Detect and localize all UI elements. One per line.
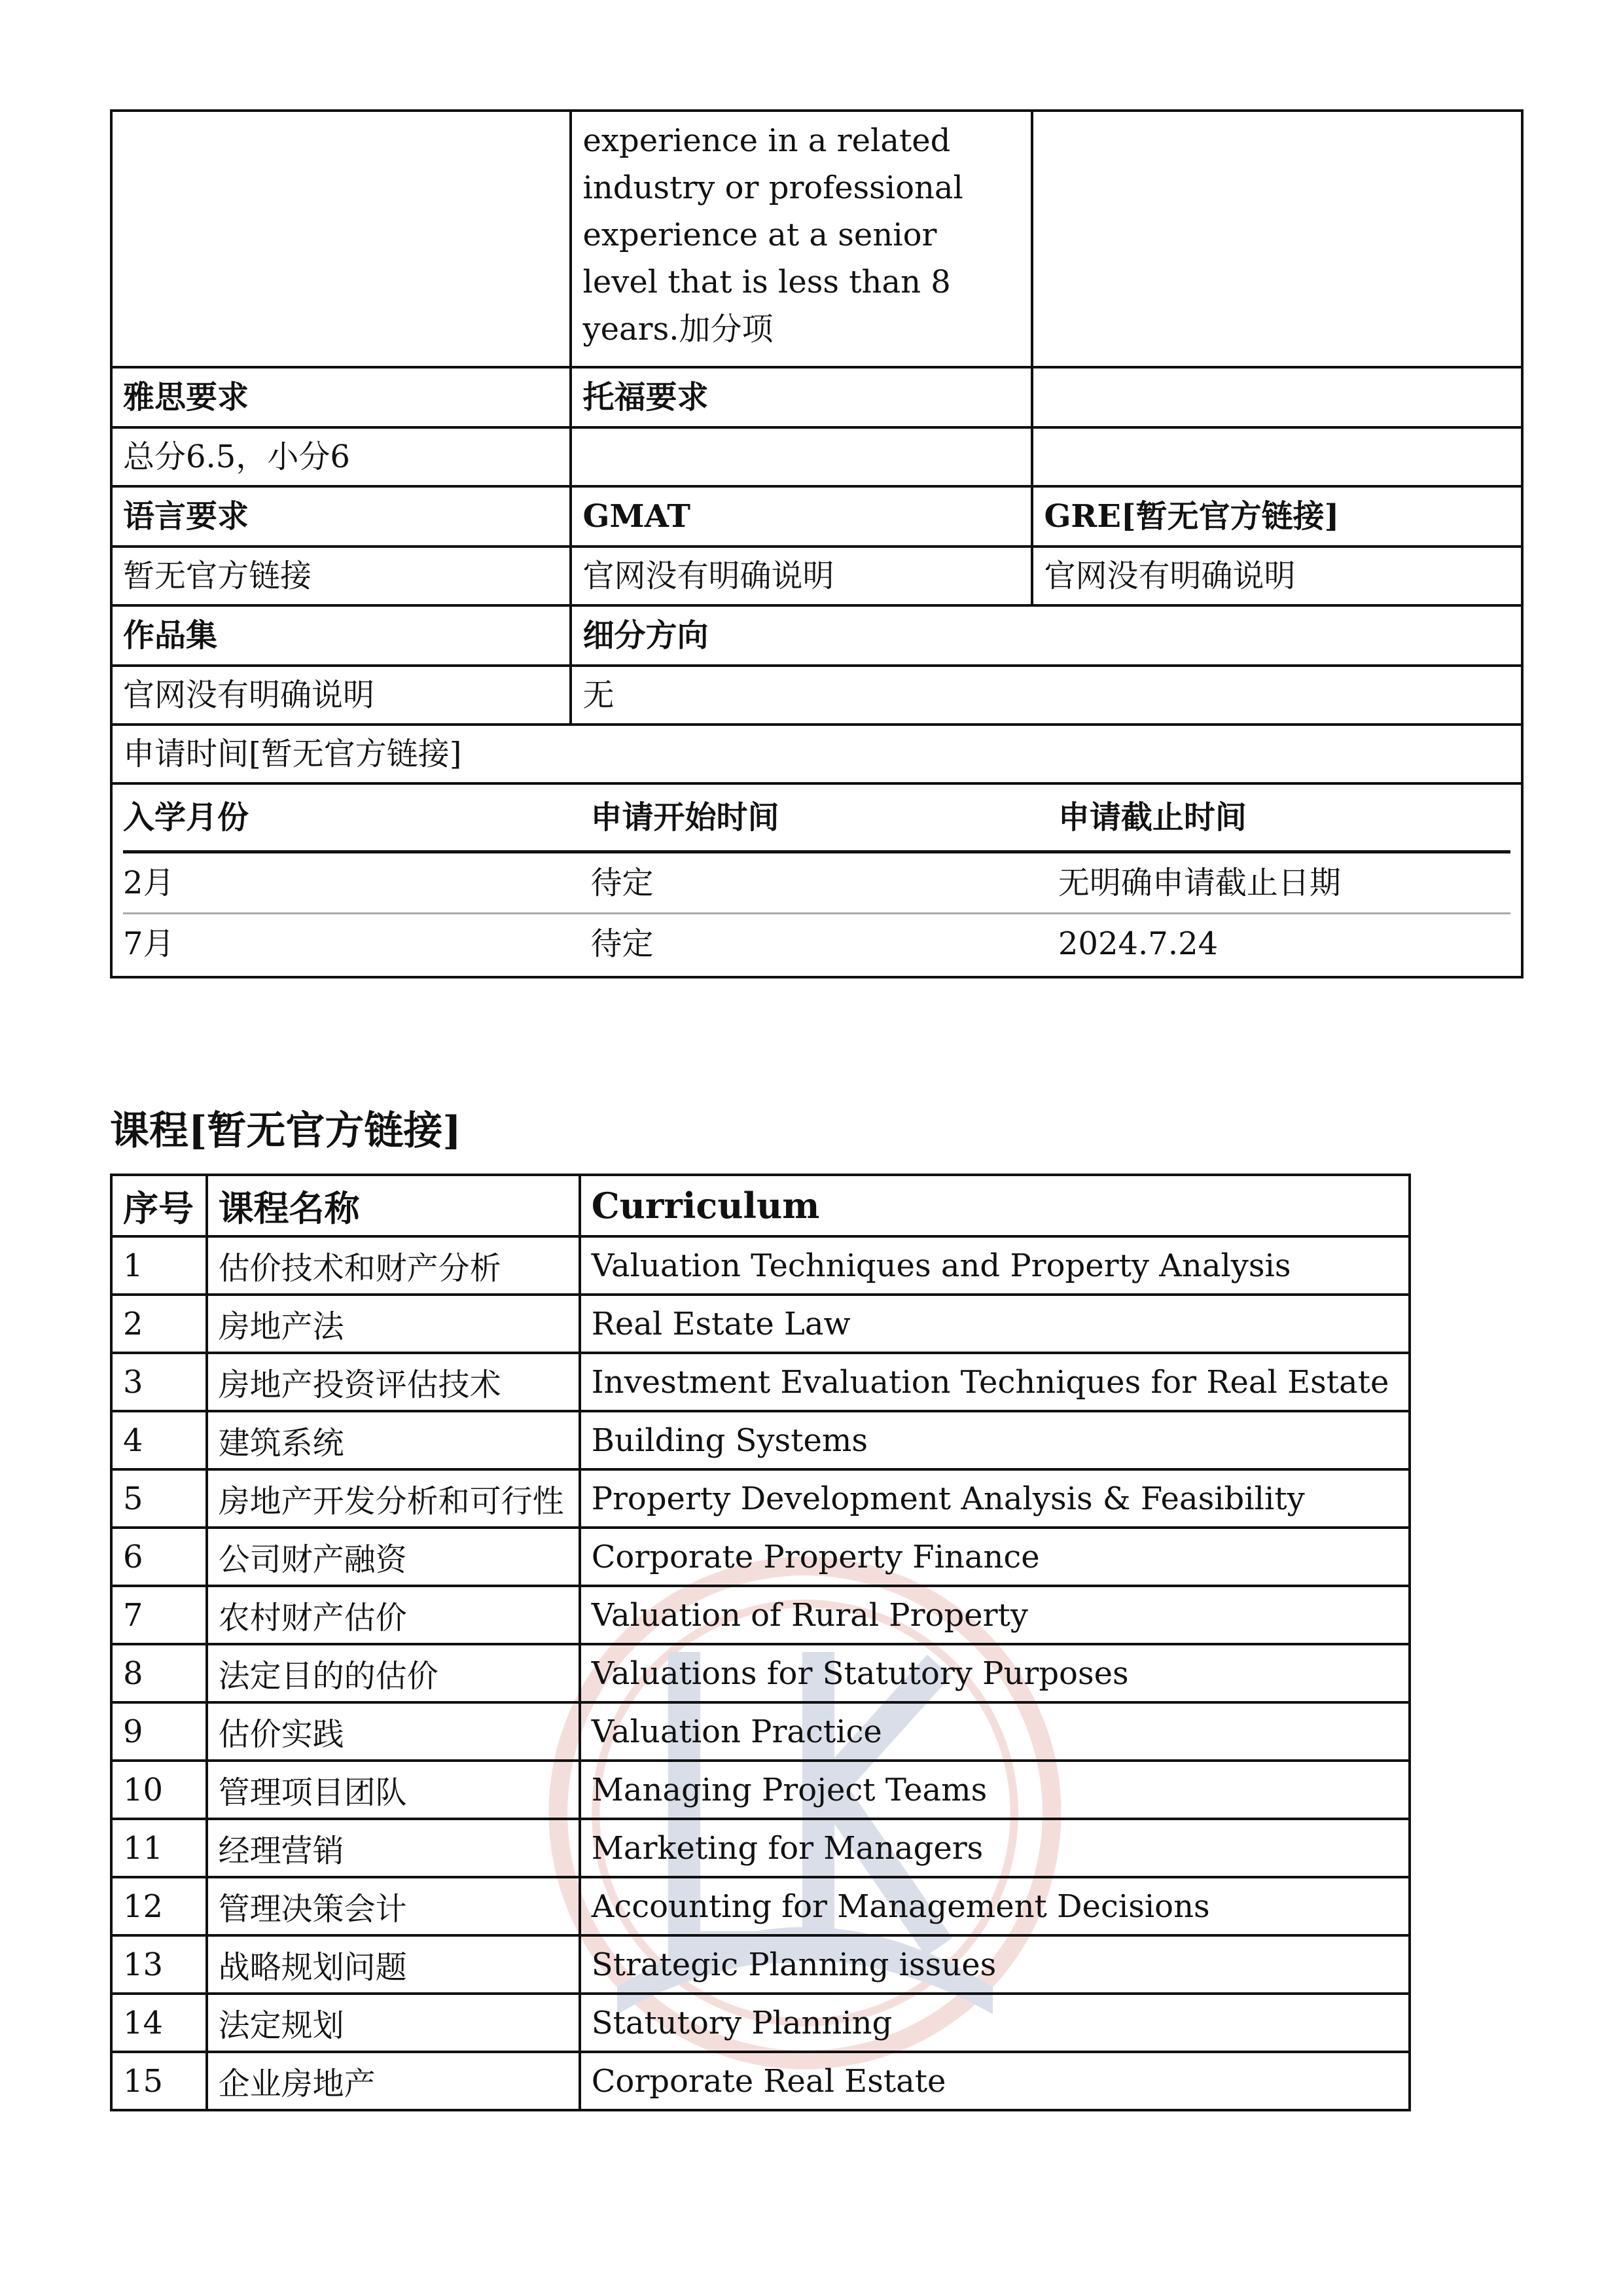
intake-header-row [123, 785, 1510, 852]
intake-start: 待定 [590, 852, 1058, 914]
course-name-en: Valuation Techniques and Property Analysis [580, 1236, 1410, 1295]
course-name-zh: 房地产法 [207, 1295, 580, 1353]
course-number: 15 [111, 2052, 207, 2110]
course-name-zh: 战略规划问题 [207, 1935, 580, 1994]
course-name-zh: 估价实践 [207, 1702, 580, 1761]
course-name-en: Valuation Practice [580, 1702, 1410, 1761]
course-name-zh: 管理项目团队 [207, 1761, 580, 1819]
direction-value: 无 [571, 666, 1522, 725]
course-number: 12 [111, 1877, 207, 1935]
course-row [111, 1819, 1410, 1877]
course-row [111, 1236, 1410, 1295]
course-name-zh: 管理决策会计 [207, 1877, 580, 1935]
course-row [111, 1935, 1410, 1994]
gre-label: GRE[暂无官方链接] [1032, 486, 1522, 547]
course-name-zh: 法定规划 [207, 1994, 580, 2052]
intake-deadline: 2024.7.24 [1058, 925, 1219, 962]
courses-header-row [111, 1175, 1410, 1236]
courses-section-title: 课程[暂无官方链接] [110, 1108, 461, 1154]
course-name-zh: 农村财产估价 [207, 1586, 580, 1644]
course-name-en: Investment Evaluation Techniques for Real Estate [580, 1353, 1410, 1411]
course-name-en: Marketing for Managers [580, 1819, 1410, 1877]
course-name-en: Real Estate Law [580, 1295, 1410, 1353]
courses-table [110, 1174, 1411, 2111]
direction-label: 细分方向 [571, 605, 1522, 666]
course-number: 1 [111, 1236, 207, 1295]
toefl-label: 托福要求 [571, 367, 1032, 427]
course-name-zh: 房地产投资评估技术 [207, 1353, 580, 1411]
application-time-label: 申请时间[暂无官方链接] [111, 725, 1522, 783]
intake-deadline: 无明确申请截止日期 [1058, 852, 1510, 914]
course-row [111, 1295, 1410, 1353]
column-header-curriculum: Curriculum [580, 1175, 1410, 1236]
course-row [111, 2052, 1410, 2110]
course-name-zh: 房地产开发分析和可行性 [207, 1469, 580, 1528]
intake-month: 7月 [123, 925, 175, 962]
course-name-zh: 建筑系统 [207, 1411, 580, 1469]
course-row [111, 1586, 1410, 1644]
intake-table [123, 785, 1510, 973]
column-header-number: 序号 [111, 1175, 207, 1236]
intake-month: 2月 [123, 852, 590, 914]
intake-row [123, 852, 1510, 914]
course-number: 14 [111, 1994, 207, 2052]
course-name-en: Valuation of Rural Property [580, 1586, 1410, 1644]
gre-value: 官网没有明确说明 [1032, 547, 1522, 605]
intake-header: 申请开始时间 [590, 785, 1058, 852]
course-name-en: Statutory Planning [580, 1994, 1410, 2052]
course-number: 7 [111, 1586, 207, 1644]
course-number: 13 [111, 1935, 207, 1994]
course-number: 3 [111, 1353, 207, 1411]
course-name-zh: 公司财产融资 [207, 1528, 580, 1586]
course-name-en: Corporate Property Finance [580, 1528, 1410, 1586]
language-value: 暂无官方链接 [111, 547, 571, 605]
course-number: 10 [111, 1761, 207, 1819]
ielts-value: 总分6.5，小分6 [111, 427, 571, 486]
course-name-zh: 法定目的的估价 [207, 1644, 580, 1702]
course-name-en: Accounting for Management Decisions [580, 1877, 1410, 1935]
course-row [111, 1702, 1410, 1761]
intake-header: 入学月份 [123, 785, 590, 852]
course-row [111, 1353, 1410, 1411]
admission-requirements-table [110, 109, 1524, 978]
course-row [111, 1994, 1410, 2052]
portfolio-value: 官网没有明确说明 [111, 666, 571, 725]
course-name-en: Strategic Planning issues [580, 1935, 1410, 1994]
course-row [111, 1644, 1410, 1702]
course-row [111, 1877, 1410, 1935]
ielts-label: 雅思要求 [111, 367, 571, 427]
course-name-en: Building Systems [580, 1411, 1410, 1469]
course-name-en: Corporate Real Estate [580, 2052, 1410, 2110]
course-row [111, 1528, 1410, 1586]
course-row [111, 1411, 1410, 1469]
intake-header: 申请截止时间 [1058, 785, 1510, 852]
course-name-zh: 估价技术和财产分析 [207, 1236, 580, 1295]
course-number: 2 [111, 1295, 207, 1353]
course-name-en: Property Development Analysis & Feasibility [580, 1469, 1410, 1528]
portfolio-label: 作品集 [111, 605, 571, 666]
course-number: 8 [111, 1644, 207, 1702]
course-number: 11 [111, 1819, 207, 1877]
intake-row [123, 914, 1510, 974]
column-header-course-name: 课程名称 [207, 1175, 580, 1236]
course-number: 9 [111, 1702, 207, 1761]
gmat-label: GMAT [571, 486, 1032, 547]
course-row [111, 1761, 1410, 1819]
course-number: 4 [111, 1411, 207, 1469]
gmat-value: 官网没有明确说明 [571, 547, 1032, 605]
course-name-en: Managing Project Teams [580, 1761, 1410, 1819]
course-number: 6 [111, 1528, 207, 1586]
language-label: 语言要求 [111, 486, 571, 547]
intake-start: 待定 [590, 925, 654, 962]
course-name-en: Valuations for Statutory Purposes [580, 1644, 1410, 1702]
experience-text: experience in a related industry or professional experience at a senior level that is less than 8 years.加分项 [571, 111, 1032, 367]
course-name-zh: 企业房地产 [207, 2052, 580, 2110]
course-row [111, 1469, 1410, 1528]
course-name-zh: 经理营销 [207, 1819, 580, 1877]
course-number: 5 [111, 1469, 207, 1528]
